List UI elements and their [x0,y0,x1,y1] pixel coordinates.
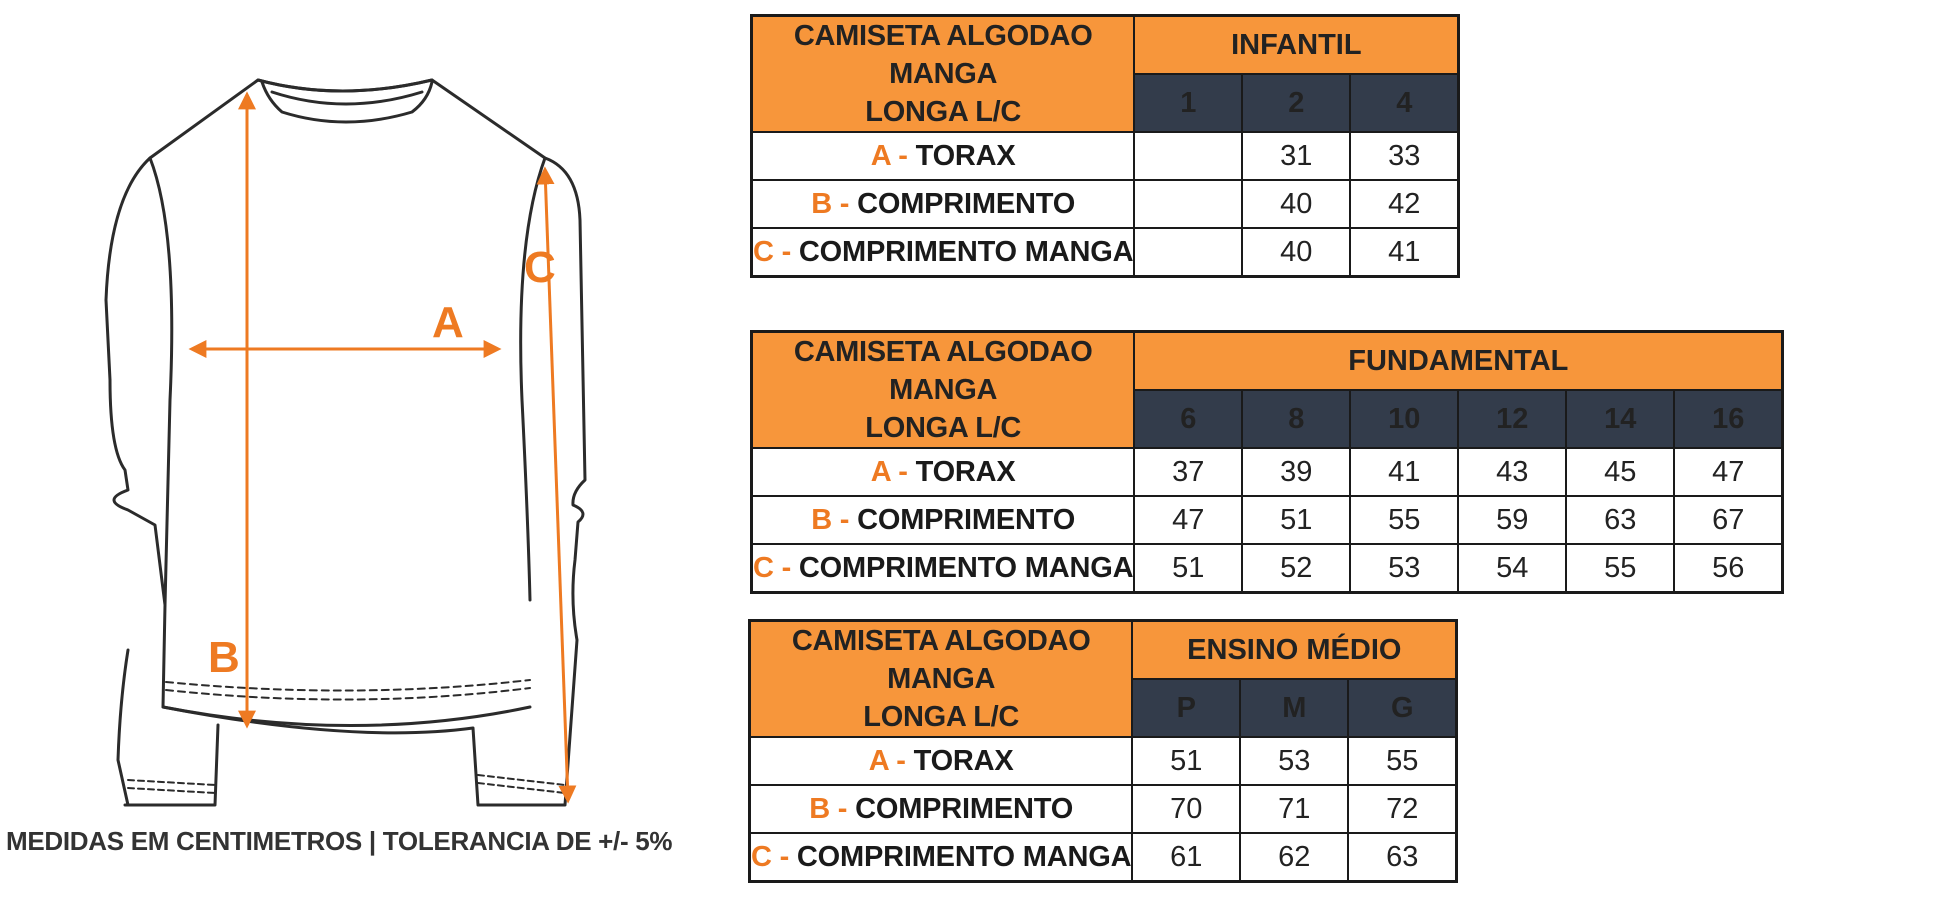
size-header: 10 [1350,390,1458,448]
measure-value: 42 [1350,180,1459,228]
size-header: M [1240,679,1348,737]
size-header: 4 [1350,74,1459,132]
row-label [750,737,1133,785]
measure-name: COMPRIMENTO [857,503,1076,536]
table-row [752,132,1459,180]
table-row [750,785,1457,833]
table-row [752,544,1783,593]
measure-value: 55 [1348,737,1457,785]
size-header: 12 [1458,390,1566,448]
measure-value: 71 [1240,785,1348,833]
size-table-infantil [750,14,1460,278]
row-label [752,132,1135,180]
measure-value: 41 [1350,228,1459,277]
measure-value: 51 [1242,496,1350,544]
size-table-ensino-medio [748,619,1458,883]
size-header: 16 [1674,390,1783,448]
row-label [750,833,1133,882]
table-row [750,833,1457,882]
measure-value: 72 [1348,785,1457,833]
size-header: 2 [1242,74,1350,132]
row-label [752,448,1135,496]
table-row [750,737,1457,785]
row-label [752,544,1135,593]
measure-name: TORAX [915,455,1016,488]
measure-name: TORAX [915,139,1016,172]
measure-value: 37 [1134,448,1242,496]
measure-value: 55 [1566,544,1674,593]
measure-letter: A - [868,744,906,777]
measure-name: TORAX [913,744,1014,777]
measure-label-a: A [432,298,464,347]
product-title-line-2: LONGA L/C [863,701,1020,733]
product-title-line-1: CAMISETA ALGODAO MANGA [793,20,1093,90]
product-title-line-2: LONGA L/C [865,412,1022,444]
measure-name: COMPRIMENTO [855,792,1074,825]
measure-value: 40 [1242,180,1350,228]
measure-value: 54 [1458,544,1566,593]
measure-letter: A - [870,455,908,488]
measure-letter: B - [809,792,848,825]
measure-value: 47 [1674,448,1783,496]
table-row [752,228,1459,277]
measure-label-c: C [524,243,556,292]
measure-letter: B - [811,187,850,220]
measure-name: COMPRIMENTO MANGA [798,551,1134,584]
measure-value: 40 [1242,228,1350,277]
shirt-diagram [0,0,720,900]
product-title-cell [752,332,1135,449]
long-sleeve-shirt-illustration [0,0,720,820]
table-row [752,448,1783,496]
product-title-line-1: CAMISETA ALGODAO MANGA [791,625,1091,695]
row-label [750,785,1133,833]
measure-value [1134,228,1242,277]
measure-letter: C - [751,840,790,873]
measure-name: COMPRIMENTO MANGA [798,235,1134,268]
measure-value: 39 [1242,448,1350,496]
measure-value: 51 [1134,544,1242,593]
row-label [752,228,1135,277]
size-header: 8 [1242,390,1350,448]
measurement-note: MEDIDAS EM CENTIMETROS | TOLERANCIA DE +/- 5% [6,826,673,856]
measure-value: 51 [1132,737,1240,785]
measure-name: COMPRIMENTO [857,187,1076,220]
size-header: 14 [1566,390,1674,448]
measure-value: 61 [1132,833,1240,882]
measure-value: 41 [1350,448,1458,496]
row-label [752,180,1135,228]
measure-value: 59 [1458,496,1566,544]
size-header: 1 [1134,74,1242,132]
measure-value: 62 [1240,833,1348,882]
measure-value: 63 [1348,833,1457,882]
product-title-cell [752,16,1135,133]
measure-value: 31 [1242,132,1350,180]
measure-value [1134,132,1242,180]
measure-value: 55 [1350,496,1458,544]
measure-value: 53 [1350,544,1458,593]
measure-value [1134,180,1242,228]
size-header: P [1132,679,1240,737]
measure-value: 53 [1240,737,1348,785]
measure-name: COMPRIMENTO MANGA [796,840,1132,873]
size-table-fundamental [750,330,1784,594]
measure-label-b: B [208,633,240,682]
measure-value: 52 [1242,544,1350,593]
product-title-line-2: LONGA L/C [865,96,1022,128]
measure-letter: A - [870,139,908,172]
measure-letter: C - [753,235,792,268]
row-label [752,496,1135,544]
measure-letter: B - [811,503,850,536]
measure-value: 47 [1134,496,1242,544]
size-group-title: ENSINO MÉDIO [1132,621,1457,680]
size-group-title: FUNDAMENTAL [1134,332,1783,391]
measure-value: 43 [1458,448,1566,496]
measure-value: 33 [1350,132,1459,180]
measure-value: 56 [1674,544,1783,593]
measure-value: 45 [1566,448,1674,496]
table-row [752,496,1783,544]
measure-value: 63 [1566,496,1674,544]
size-group-title: INFANTIL [1134,16,1459,75]
product-title-line-1: CAMISETA ALGODAO MANGA [793,336,1093,406]
measure-value: 67 [1674,496,1783,544]
measure-letter: C - [753,551,792,584]
size-header: G [1348,679,1457,737]
size-header: 6 [1134,390,1242,448]
measure-value: 70 [1132,785,1240,833]
product-title-cell [750,621,1133,738]
table-row [752,180,1459,228]
